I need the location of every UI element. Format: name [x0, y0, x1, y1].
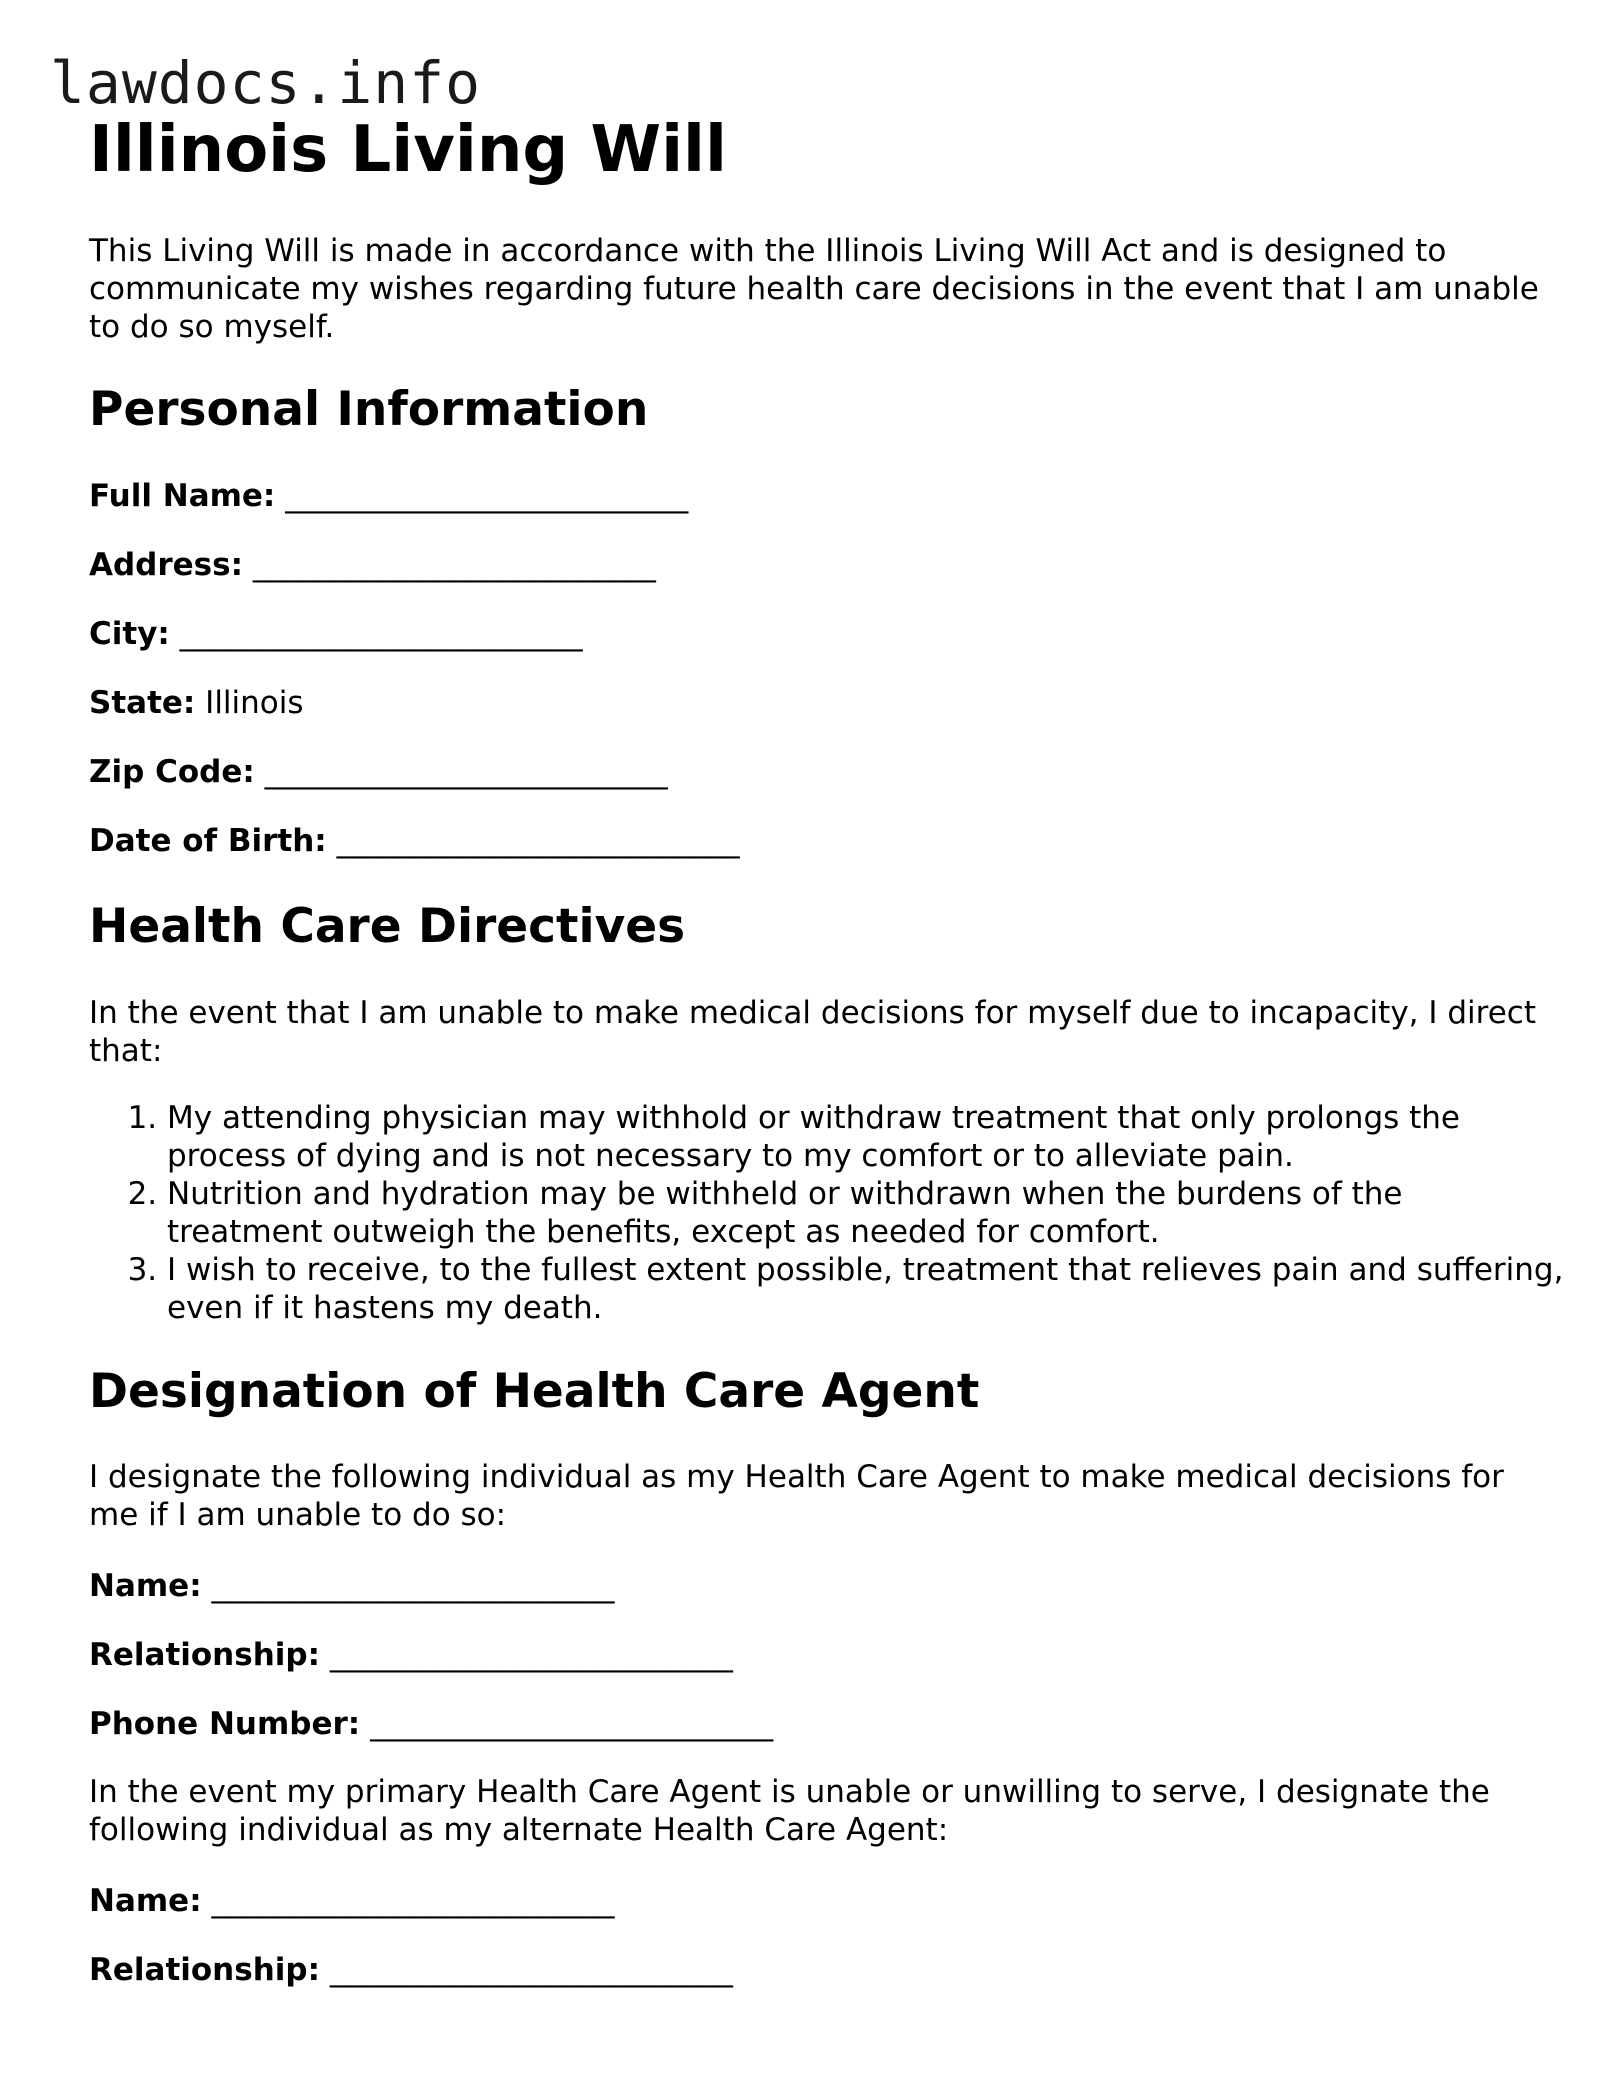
agent-relationship-field[interactable] — [89, 1636, 733, 1674]
watermark: lawdocs.info — [50, 49, 482, 117]
intro-paragraph: This Living Will is made in accordance with the Illinois Living Will Act and is designed to communicate my wishes regarding future health care decisions in the event that I am unable to do so myself. — [89, 233, 1539, 345]
field-label: Phone Number: — [89, 1706, 361, 1742]
directive-item: 2. Nutrition and hydration may be withheld or withdrawn when the burdens of the treatment outweigh the benefits, except as needed for comfort. — [167, 1175, 1567, 1251]
field-label: Full Name: — [89, 478, 276, 514]
field-value[interactable]: __________________________ — [329, 1637, 733, 1673]
directives-heading: Health Care Directives — [89, 899, 686, 954]
field-value[interactable]: __________________________ — [329, 1952, 733, 1988]
field-label: Name: — [89, 1568, 202, 1604]
field-label: Zip Code: — [89, 754, 255, 790]
date-of-birth-field[interactable] — [89, 822, 740, 860]
agent-name-field[interactable] — [89, 1567, 614, 1605]
field-value[interactable]: __________________________ — [370, 1706, 774, 1742]
field-value[interactable]: __________________________ — [285, 478, 689, 514]
directive-item: 1. My attending physician may withhold or withdraw treatment that only prolongs the process of dying and is not necessary to my comfort or to alleviate pain. — [167, 1099, 1567, 1175]
field-label: Date of Birth: — [89, 823, 327, 859]
field-value[interactable]: __________________________ — [211, 1568, 615, 1604]
agent-phone-field[interactable] — [89, 1705, 773, 1743]
document-title: Illinois Living Will — [89, 113, 727, 187]
directive-item: 3. I wish to receive, to the fullest extent possible, treatment that relieves pain and suffering, even if it hastens my death. — [167, 1251, 1567, 1327]
alternate-agent-intro: In the event my primary Health Care Agent is unable or unwilling to serve, I designate the following individual as my alternate Health Care Agent: — [89, 1774, 1490, 1848]
directives-intro: In the event that I am unable to make medical decisions for myself due to incapacity, I direct that: — [89, 995, 1536, 1069]
agent-intro: I designate the following individual as my Health Care Agent to make medical decisions for me if I am unable to do so: — [89, 1459, 1504, 1533]
alternate-agent-relationship-field[interactable] — [89, 1951, 733, 1989]
directives-list — [89, 1099, 1567, 1327]
field-label: Address: — [89, 547, 243, 583]
field-label: State: — [89, 685, 196, 721]
field-label: Name: — [89, 1883, 202, 1919]
field-value[interactable]: __________________________ — [179, 616, 583, 652]
field-value: Illinois — [205, 685, 304, 721]
field-value[interactable]: __________________________ — [264, 754, 668, 790]
state-field — [89, 684, 304, 722]
field-label: Relationship: — [89, 1637, 320, 1673]
field-value[interactable]: __________________________ — [211, 1883, 615, 1919]
personal-info-heading: Personal Information — [89, 382, 649, 437]
field-value[interactable]: __________________________ — [252, 547, 656, 583]
agent-heading: Designation of Health Care Agent — [89, 1364, 980, 1419]
field-value[interactable]: __________________________ — [336, 823, 740, 859]
city-field[interactable] — [89, 615, 583, 653]
full-name-field[interactable] — [89, 477, 688, 515]
zip-code-field[interactable] — [89, 753, 668, 791]
address-field[interactable] — [89, 546, 656, 584]
alternate-agent-name-field[interactable] — [89, 1882, 614, 1920]
field-label: City: — [89, 616, 170, 652]
field-label: Relationship: — [89, 1952, 320, 1988]
